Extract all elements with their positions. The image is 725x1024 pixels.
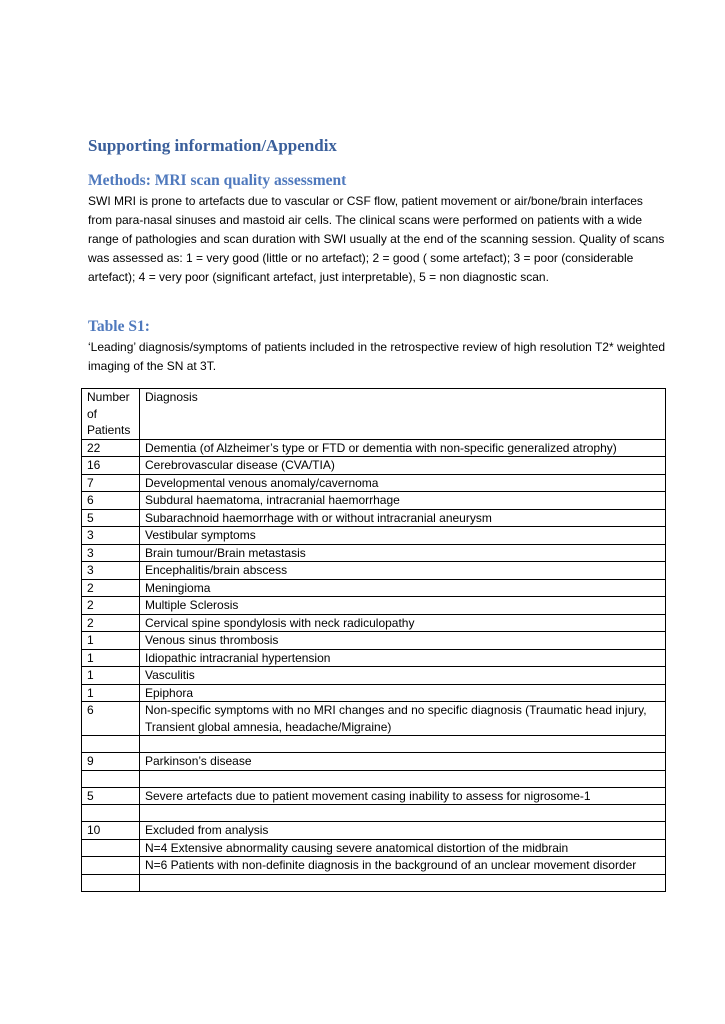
- cell-diagnosis: N=6 Patients with non-definite diagnosis in the background of an unclear movement disorder: [140, 857, 666, 875]
- table-row: [82, 649, 666, 667]
- page-title: Supporting information/Appendix: [88, 136, 337, 155]
- cell-diagnosis: Encephalitis/brain abscess: [140, 562, 666, 580]
- cell-number-of-patients: 22: [82, 439, 140, 457]
- table-row: [82, 702, 666, 736]
- cell-number-of-patients: 6: [82, 492, 140, 510]
- table-row: [82, 667, 666, 685]
- header-diagnosis: Diagnosis: [140, 389, 666, 440]
- cell-diagnosis: Cervical spine spondylosis with neck radiculopathy: [140, 614, 666, 632]
- cell-number-of-patients: 10: [82, 822, 140, 840]
- cell-diagnosis: [140, 770, 666, 787]
- table-row: [82, 579, 666, 597]
- cell-number-of-patients: 3: [82, 562, 140, 580]
- cell-diagnosis: Meningioma: [140, 579, 666, 597]
- cell-number-of-patients: 3: [82, 544, 140, 562]
- cell-number-of-patients: 5: [82, 787, 140, 805]
- cell-diagnosis: Epiphora: [140, 684, 666, 702]
- cell-number-of-patients: 1: [82, 684, 140, 702]
- table-row: [82, 474, 666, 492]
- cell-diagnosis: [140, 874, 666, 891]
- cell-number-of-patients: 1: [82, 667, 140, 685]
- cell-diagnosis: Parkinson’s disease: [140, 753, 666, 771]
- cell-diagnosis: Vestibular symptoms: [140, 527, 666, 545]
- table-row: [82, 632, 666, 650]
- cell-number-of-patients: 2: [82, 614, 140, 632]
- cell-diagnosis: Multiple Sclerosis: [140, 597, 666, 615]
- table-row: [82, 770, 666, 787]
- cell-number-of-patients: [82, 805, 140, 822]
- cell-diagnosis: Idiopathic intracranial hypertension: [140, 649, 666, 667]
- cell-diagnosis: Venous sinus thrombosis: [140, 632, 666, 650]
- cell-diagnosis: Subdural haematoma, intracranial haemorrhage: [140, 492, 666, 510]
- cell-diagnosis: Developmental venous anomaly/cavernoma: [140, 474, 666, 492]
- cell-diagnosis: Vasculitis: [140, 667, 666, 685]
- cell-diagnosis: Cerebrovascular disease (CVA/TIA): [140, 457, 666, 475]
- cell-number-of-patients: 9: [82, 753, 140, 771]
- cell-number-of-patients: 1: [82, 632, 140, 650]
- table-row: [82, 684, 666, 702]
- table-row: [82, 874, 666, 891]
- cell-diagnosis: Subarachnoid haemorrhage with or without intracranial aneurysm: [140, 509, 666, 527]
- diagnosis-table: [81, 388, 666, 892]
- cell-diagnosis: N=4 Extensive abnormality causing severe anatomical distortion of the midbrain: [140, 839, 666, 857]
- cell-number-of-patients: [82, 857, 140, 875]
- cell-number-of-patients: 3: [82, 527, 140, 545]
- header-number-of-patients: Number of Patients: [82, 389, 140, 440]
- cell-number-of-patients: [82, 770, 140, 787]
- table-row: [82, 614, 666, 632]
- table-row: [82, 492, 666, 510]
- cell-number-of-patients: [82, 874, 140, 891]
- cell-diagnosis: Excluded from analysis: [140, 822, 666, 840]
- table-body: [82, 439, 666, 891]
- cell-number-of-patients: 1: [82, 649, 140, 667]
- table-row: [82, 753, 666, 771]
- table-row: [82, 822, 666, 840]
- cell-diagnosis: Non-specific symptoms with no MRI changes and no specific diagnosis (Traumatic head injury, Transient global amnesia, headache/Migraine): [140, 702, 666, 736]
- table-row: [82, 527, 666, 545]
- table-row: [82, 562, 666, 580]
- cell-number-of-patients: 2: [82, 579, 140, 597]
- table-row: [82, 457, 666, 475]
- cell-number-of-patients: 5: [82, 509, 140, 527]
- table-heading: Table S1:: [88, 318, 150, 335]
- table-row: [82, 544, 666, 562]
- table-row: [82, 597, 666, 615]
- cell-number-of-patients: [82, 736, 140, 753]
- table-row: [82, 787, 666, 805]
- table-row: [82, 839, 666, 857]
- methods-heading: Methods: MRI scan quality assessment: [88, 172, 347, 189]
- cell-number-of-patients: 6: [82, 702, 140, 736]
- methods-paragraph: SWI MRI is prone to artefacts due to vascular or CSF flow, patient movement or air/bone/brain interfaces from para-nasal sinuses and mastoid air cells. The clinical scans were performed on patients with a wide range of pathologies and scan duration with SWI usually at the end of the scanning session. Quality of scans was assessed as: 1 = very good (little or no artefact); 2 = good ( some artefact); 3 = poor (considerable artefact); 4 = very poor (significant artefact, just interpretable), 5 = non diagnostic scan.: [88, 194, 665, 284]
- table-row: [82, 509, 666, 527]
- table-row: [82, 857, 666, 875]
- cell-diagnosis: [140, 736, 666, 753]
- cell-diagnosis: Dementia (of Alzheimer’s type or FTD or dementia with non-specific generalized atrophy): [140, 439, 666, 457]
- table-caption: ‘Leading’ diagnosis/symptoms of patients included in the retrospective review of high resolution T2* weighted imaging of the SN at 3T.: [88, 340, 665, 373]
- cell-diagnosis: [140, 805, 666, 822]
- cell-diagnosis: Brain tumour/Brain metastasis: [140, 544, 666, 562]
- cell-number-of-patients: 16: [82, 457, 140, 475]
- table-header-row: [82, 389, 666, 440]
- table-row: [82, 805, 666, 822]
- cell-number-of-patients: 7: [82, 474, 140, 492]
- cell-number-of-patients: [82, 839, 140, 857]
- table-row: [82, 736, 666, 753]
- cell-number-of-patients: 2: [82, 597, 140, 615]
- cell-diagnosis: Severe artefacts due to patient movement casing inability to assess for nigrosome-1: [140, 787, 666, 805]
- table-row: [82, 439, 666, 457]
